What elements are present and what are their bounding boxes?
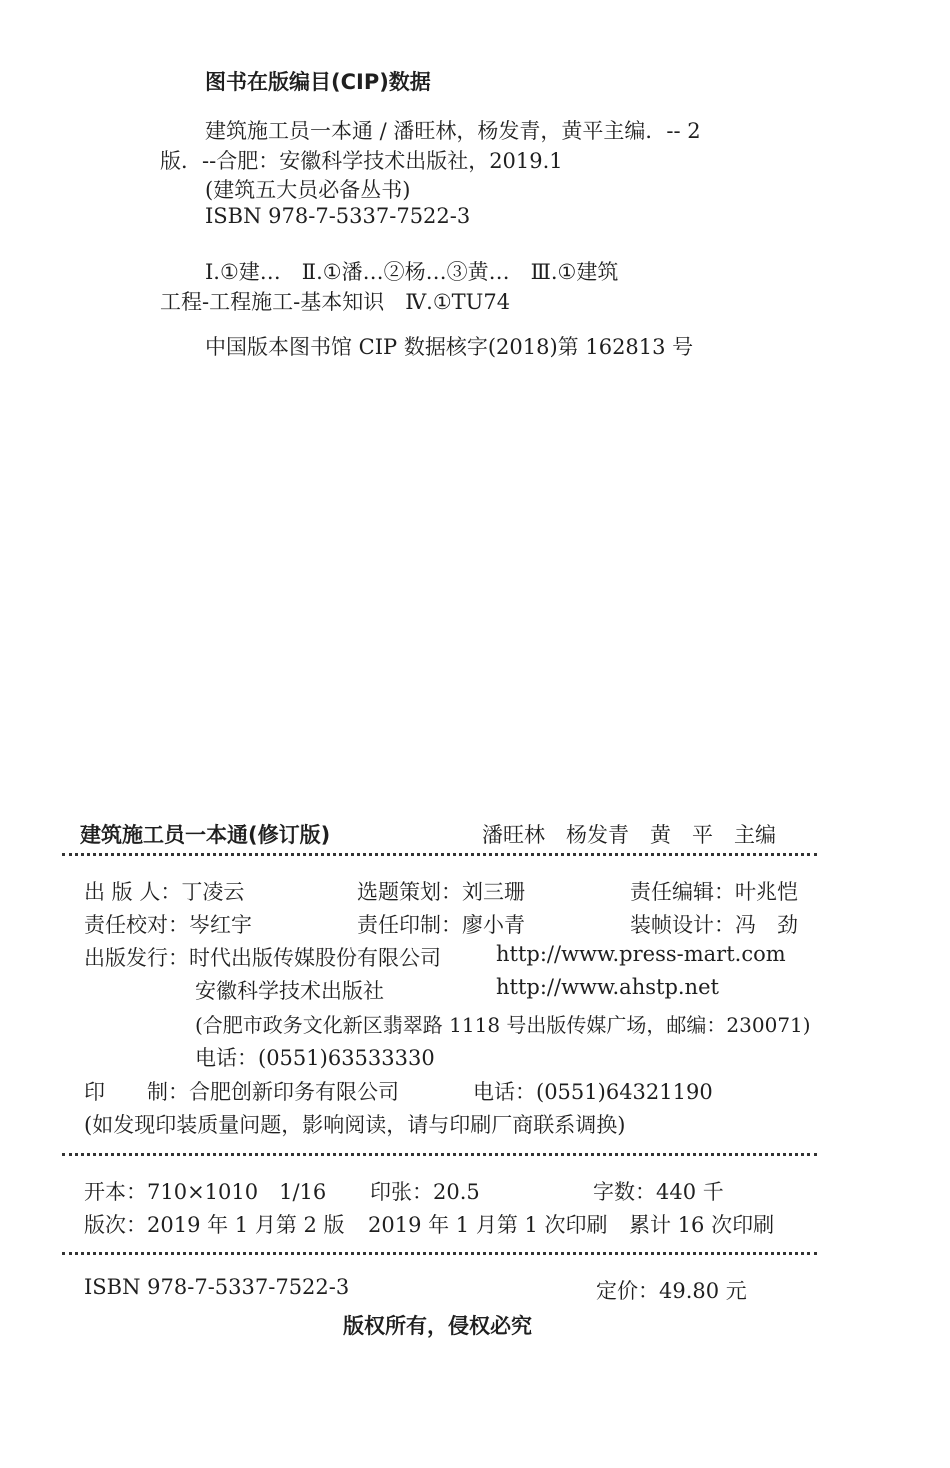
dotted-divider [62,1252,817,1255]
cip-line-1: 建筑施工员一本通 / 潘旺林，杨发青，黄平主编．-- 2 [205,119,701,143]
publisher: 出 版 人：丁凌云 [84,880,245,904]
copyright-notice: 版权所有，侵权必究 [343,1314,532,1338]
cip-line-2: 版．--合肥：安徽科学技术出版社，2019.1 [160,149,563,173]
quality-notice: (如发现印装质量问题，影响阅读，请与印刷厂商联系调换) [84,1113,626,1137]
distributor-url: http://www.press-mart.com [496,942,786,966]
cip-classification-2: 工程-工程施工-基本知识 Ⅳ.①TU74 [160,290,511,314]
cip-isbn: ISBN 978-7-5337-7522-3 [205,204,471,228]
total-impressions: 累计 16 次印刷 [629,1213,775,1237]
press-name: 安徽科学技术出版社 [195,979,384,1003]
press-phone: 电话：(0551)63533330 [195,1046,435,1070]
responsible-editor: 责任编辑：叶兆恺 [630,880,798,904]
footer-isbn: ISBN 978-7-5337-7522-3 [84,1275,350,1299]
printer-phone: 电话：(0551)64321190 [473,1080,713,1104]
press-address: (合肥市政务文化新区翡翠路 1118 号出版传媒广场，邮编：230071) [195,1013,811,1037]
book-title: 建筑施工员一本通(修订版) [80,823,331,847]
cip-title: 图书在版编目(CIP)数据 [205,70,431,94]
proofreader: 责任校对：岑红宇 [84,913,252,937]
dotted-divider [62,853,817,856]
cover-designer: 装帧设计：冯 劲 [630,913,798,937]
cip-series: (建筑五大员必备丛书) [205,178,411,202]
cip-record-number: 中国版本图书馆 CIP 数据核字(2018)第 162813 号 [205,335,694,359]
print-manager: 责任印制：廖小青 [357,913,525,937]
press-url: http://www.ahstp.net [496,975,719,999]
topic-planner: 选题策划：刘三珊 [357,880,525,904]
printer: 印 制：合肥创新印务有限公司 [84,1080,399,1104]
edition: 版次：2019 年 1 月第 2 版 [84,1213,345,1237]
impression: 2019 年 1 月第 1 次印刷 [368,1213,608,1237]
price: 定价：49.80 元 [596,1279,747,1303]
book-editors: 潘旺林 杨发青 黄 平 主编 [482,823,776,847]
word-count: 字数：440 千 [593,1180,724,1204]
printed-sheets: 印张：20.5 [370,1180,480,1204]
dotted-divider [62,1153,817,1156]
book-format: 开本：710×1010 1/16 [84,1180,327,1204]
distributor: 出版发行：时代出版传媒股份有限公司 [84,946,441,970]
cip-classification-1: Ⅰ.①建… Ⅱ.①潘…②杨…③黄… Ⅲ.①建筑 [205,260,619,284]
